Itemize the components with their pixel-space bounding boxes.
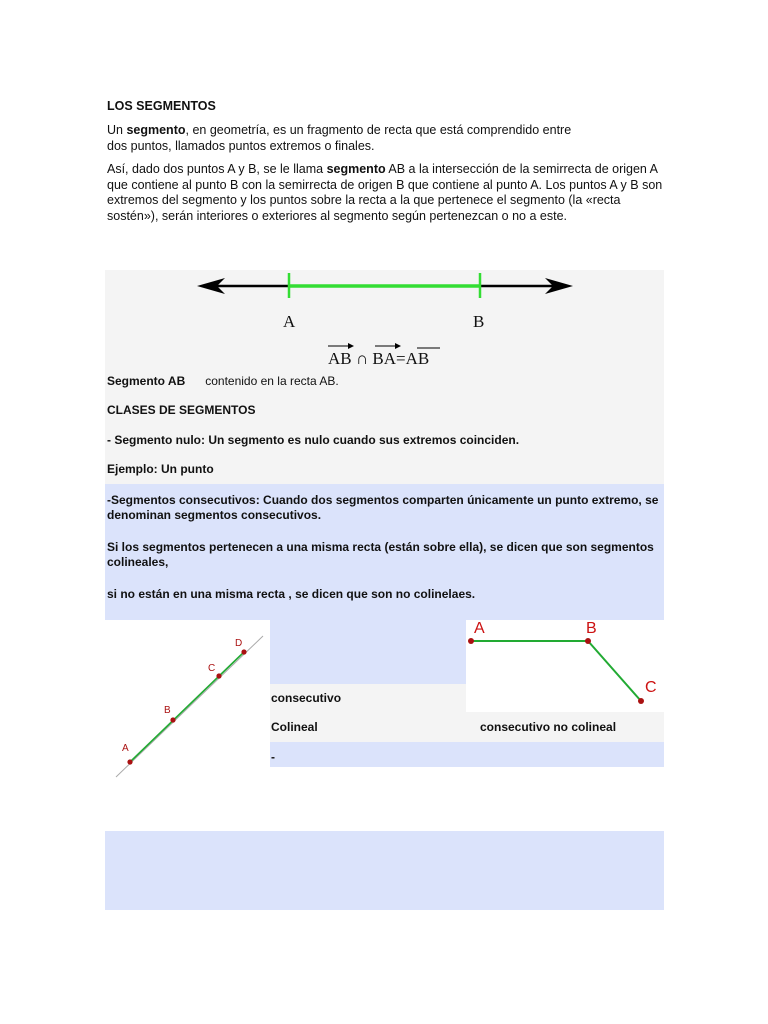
- cell-consecutivo-no-colineal: consecutivo no colineal: [480, 720, 617, 734]
- definition-rest: AB a la intersección de la semirrecta de origen A que contiene al punto B con la semirrecta de origen B que contiene al punto A. Los puntos A y B son extremos del segmento y los puntos sobre la recta a la que pertenece el segmento (la «recta sostén»), serán interiores o exteriores al segmento según pertenezcan o no a este.: [107, 162, 663, 223]
- ejemplo: Ejemplo: Un punto: [107, 462, 214, 476]
- noncollinear-label-b: B: [586, 620, 597, 637]
- point-b: [170, 717, 175, 722]
- collinear-label-b: B: [164, 705, 171, 716]
- point-a: [468, 638, 474, 644]
- empty-blue-block: [105, 831, 664, 910]
- caption-bold: Segmento AB: [107, 374, 186, 388]
- noncollinear-label-a: A: [474, 620, 485, 637]
- point-b-label: B: [473, 312, 485, 331]
- intro-bold: segmento: [126, 123, 186, 137]
- point-c: [638, 698, 644, 704]
- definition-paragraph: [107, 162, 667, 224]
- clases-title: CLASES DE SEGMENTOS: [107, 403, 256, 417]
- collinear-label-d: D: [235, 638, 243, 649]
- noncollinear-figure: [466, 620, 664, 712]
- formula-ab: AB: [328, 349, 352, 368]
- segmento-nulo: - Segmento nulo: Un segmento es nulo cuando sus extremos coinciden.: [107, 433, 520, 447]
- point-b: [585, 638, 591, 644]
- table-cell-blue-top: [270, 620, 466, 684]
- noncollinear-label-c: C: [645, 679, 657, 696]
- support-line-grey: [116, 636, 263, 777]
- formula-eq: =: [396, 349, 406, 368]
- collinear-segments: [130, 652, 244, 762]
- cell-consecutivo: consecutivo: [271, 691, 342, 705]
- definition-bold: segmento: [326, 162, 386, 176]
- cell-colineal: Colineal: [271, 720, 318, 734]
- intro-prefix: Un: [107, 123, 127, 137]
- point-a-label: A: [283, 312, 296, 331]
- definition-prefix: Así, dado dos puntos A y B, se le llama: [107, 162, 327, 176]
- formula-ba: BA: [372, 349, 397, 368]
- point-c: [216, 673, 221, 678]
- figure-caption: [107, 374, 339, 388]
- collinear-figure: [105, 620, 270, 785]
- collinear-label-c: C: [208, 663, 216, 674]
- page-title: LOS SEGMENTOS: [107, 99, 216, 113]
- intro-paragraph: [107, 123, 627, 154]
- formula-cap: ∩: [355, 349, 369, 368]
- colineales-text: Si los segmentos pertenecen a una misma recta (están sobre ella), se dicen que son segmentos colineales,: [107, 540, 654, 569]
- intro-line1: , en geometría, es un fragmento de recta que está comprendido entre: [185, 123, 572, 137]
- formula: [328, 349, 429, 369]
- formula-result: AB: [405, 349, 430, 368]
- intro-line2: dos puntos, llamados puntos extremos o finales.: [107, 138, 375, 153]
- point-d: [241, 649, 246, 654]
- point-a: [127, 759, 132, 764]
- collinear-label-a: A: [122, 743, 129, 754]
- table-row-blue: [270, 742, 664, 767]
- no-colineales-text: si no están en una misma recta , se dicen que son no colinelaes.: [107, 587, 476, 601]
- caption-rest: contenido en la recta AB.: [205, 374, 339, 388]
- noncollinear-segments: [471, 641, 641, 701]
- consecutivos-text: -Segmentos consecutivos: Cuando dos segmentos comparten únicamente un punto extremo, se denominan segmentos consecutivos.: [107, 493, 659, 522]
- cell-dash: -: [271, 750, 275, 764]
